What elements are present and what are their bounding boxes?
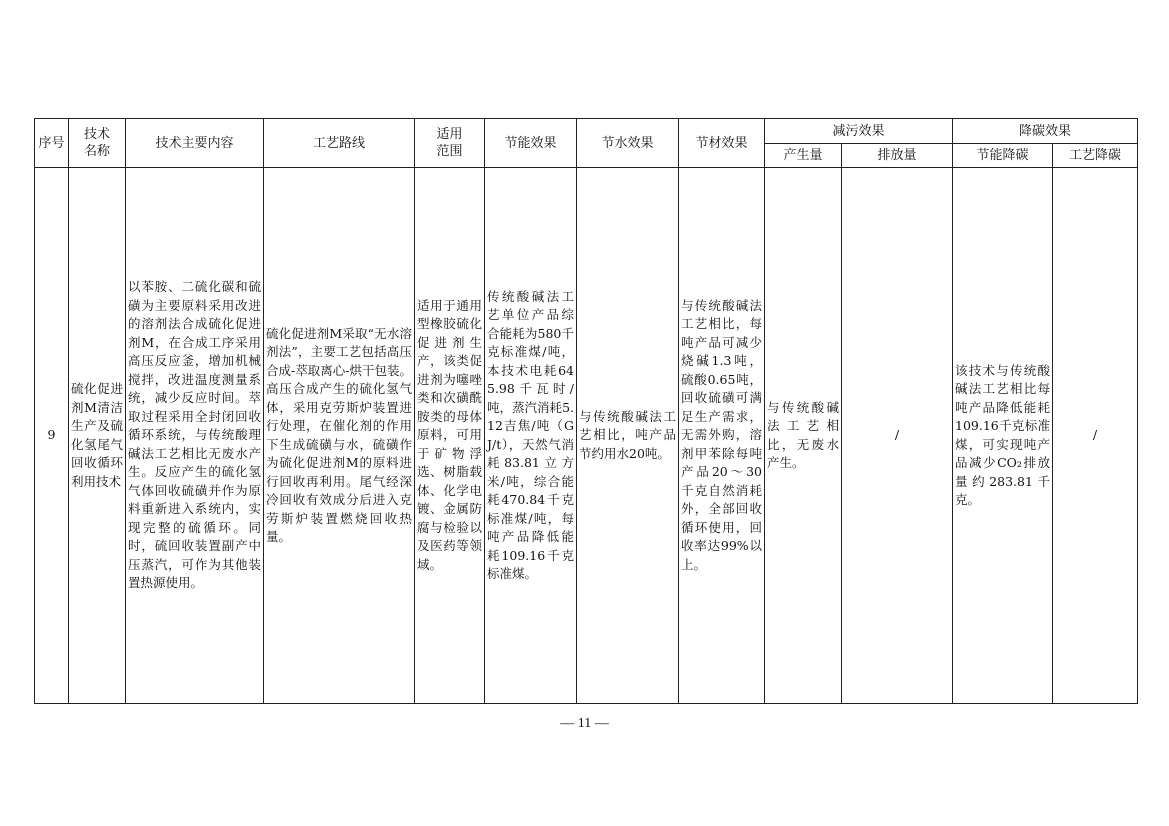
header-material: 节材效果 xyxy=(679,119,765,168)
cell-content xyxy=(126,168,264,704)
header-pollution: 减污效果 xyxy=(765,119,953,144)
cell-water-text: 与传统酸碱法工艺相比，吨产品节约用水20吨。 xyxy=(579,408,676,461)
header-no: 序号 xyxy=(35,119,69,168)
cell-name-text: 硫化促进剂M清洁生产及硫化氢尾气回收循环利用技术 xyxy=(71,381,123,489)
cell-carbon-process: / xyxy=(1053,168,1138,704)
cell-no: 9 xyxy=(35,168,69,704)
header-name: 技术 名称 xyxy=(69,119,126,168)
cell-material xyxy=(679,168,765,704)
cell-name xyxy=(69,168,126,704)
cell-carbon-energy xyxy=(953,168,1053,704)
cell-pollution-produce xyxy=(765,168,842,704)
header-carbon: 降碳效果 xyxy=(953,119,1138,144)
header-route: 工艺路线 xyxy=(264,119,415,168)
cell-route-text: 硫化促进剂M采取“无水溶剂法”，主要工艺包括高压合成-萃取离心-烘干包装。高压合成产生的硫化氢气体，采用克劳斯炉装置进行处理，在催化剂的作用下生成硫磺与水，硫磺作为硫化促进剂M的原料进行回收再利用。尾气经深冷回收有效成分后进入克劳斯炉装置燃烧回收热量。 xyxy=(266,325,412,544)
technology-table xyxy=(34,118,1138,704)
cell-water xyxy=(577,168,679,704)
cell-scope xyxy=(415,168,485,704)
cell-pollution-emit: / xyxy=(842,168,953,704)
header-carbon-process: 工艺降碳 xyxy=(1053,144,1138,168)
header-carbon-energy: 节能降碳 xyxy=(953,144,1053,168)
header-water: 节水效果 xyxy=(577,119,679,168)
header-scope: 适用 范围 xyxy=(415,119,485,168)
cell-energy xyxy=(485,168,577,704)
cell-scope-text: 适用于通用型橡胶硫化促进剂生产，该类促进剂为噻唑类和次磺酰胺类的母体原料，可用于矿物浮选、树脂载体、化学电镀、金属防腐与检验以及医药等领域。 xyxy=(417,297,482,572)
cell-route xyxy=(264,168,415,704)
cell-carbon-energy-text: 该技术与传统酸碱法工艺相比每吨产品降低能耗109.16千克标准煤，可实现吨产品减少CO₂排放量约283.81千克。 xyxy=(955,362,1051,507)
cell-pollution-produce-text: 与传统酸碱法工艺相比，无废水产生。 xyxy=(767,399,839,470)
cell-material-text: 与传统酸碱法工艺相比，每吨产品可减少烧碱1.3吨，硫酸0.65吨，回收硫磺可满足生产需求，无需外购，溶剂甲苯除每吨产品20～30千克自然消耗外，全部回收循环使用，回收率达99%以上。 xyxy=(681,297,762,572)
header-energy: 节能效果 xyxy=(485,119,577,168)
header-pollution-emit: 排放量 xyxy=(842,144,953,168)
header-pollution-produce: 产生量 xyxy=(765,144,842,168)
cell-energy-text: 传统酸碱法工艺单位产品综合能耗为580千克标准煤/吨，本技术电耗645.98千瓦时/吨，蒸汽消耗5.12吉焦/吨（GJ/t），天然气消耗83.81立方米/吨，综合能耗470.84千克标准煤/吨，每吨产品降低能耗109.16千克标准煤。 xyxy=(487,288,574,581)
page-number: — 11 — xyxy=(560,716,609,731)
cell-content-text: 以苯胺、二硫化碳和硫磺为主要原料采用改进的溶剂法合成硫化促进剂M，在合成工序采用高压反应釜，增加机械搅拌，改进温度测量系统，减少反应时间。萃取过程采用全封闭回收循环系统，与传统酸理碱法工艺相比无废水产生。反应产生的硫化氢气体回收硫磺并作为原料重新进入系统内，实现完整的硫循环。同时，硫回收装置副产中压蒸汽，可作为其他装置热源使用。 xyxy=(128,279,261,591)
header-content: 技术主要内容 xyxy=(126,119,264,168)
